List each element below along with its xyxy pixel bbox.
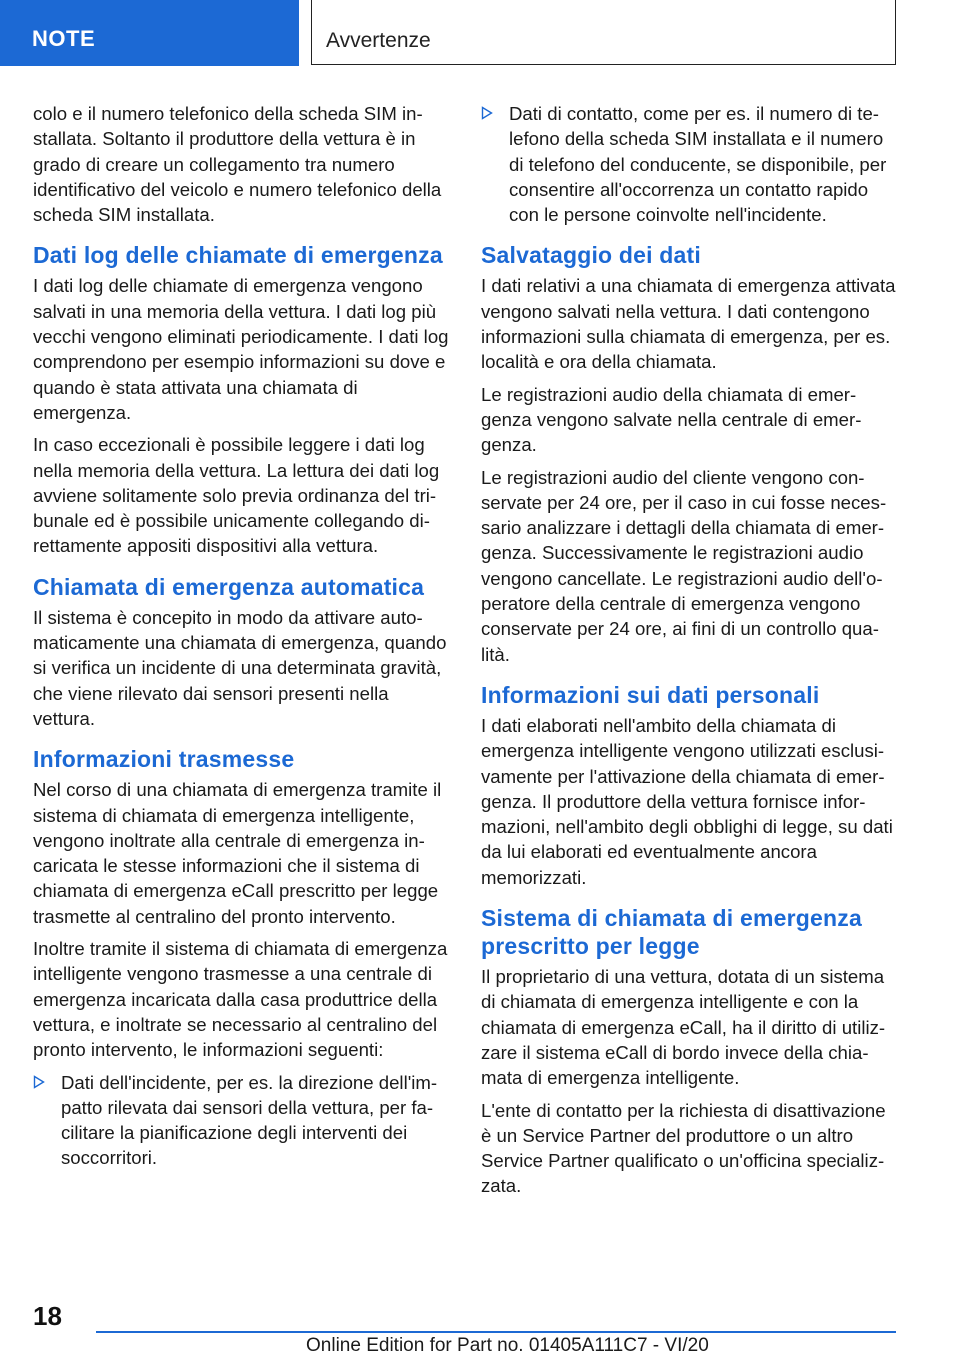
paragraph: I dati relativi a una chiamata di emergenza attivata vengono salvati nella vettura. I dati contengono informazioni sulla chiamata di emergenza, per es. località e ora della chiamata. — [481, 275, 896, 373]
heading-dati-personali: Informazioni sui dati personali — [481, 681, 820, 708]
list-item — [33, 1070, 451, 1171]
bullet-list — [33, 1070, 451, 1171]
heading-chiamata-automatica: Chiamata di emergenza automatica — [33, 573, 425, 600]
edition-text: Online Edition for Part no. 01405A111C7 - VI/20 — [306, 1335, 709, 1356]
list-item-text: Dati di contatto, come per es. il numero di telefono della scheda SIM installata e il numero di telefono del conducente, se disponibile, per consentire all'occorrenza un contatto rapido con le persone coinvolte nell'incidente. — [509, 103, 887, 226]
footer-divider — [96, 1331, 896, 1333]
paragraph: In caso eccezionali è possibile leggere i dati log nella memoria della vettura. La lettura dei dati log avviene solitamente solo previa ordinanza del tribunale ed è possibile unicamente collegando direttamente appositi dispositivi alla vettura. — [33, 434, 440, 557]
paragraph: Le registrazioni audio del cliente vengono conservate per 24 ore, per il caso in cui fosse necessario analizzare i dettagli della chiamata di emergenza. Successivamente le registrazioni audio vengono cancellate. Le registrazioni audio dell'operatore della centrale di emergenza vengono conservate per 24 ore, ai fini di un controllo qualità. — [481, 466, 887, 665]
heading-sistema-legge: Sistema di chiamata di emergenza prescritto per legge — [481, 905, 862, 960]
section-tab: NOTE — [0, 0, 299, 66]
list-item-text: Dati dell'incidente, per es. la direzione dell'impatto rilevata dai sensori della vettura, per facilitare la pianificazione degli interventi dei soccorritori. — [61, 1071, 438, 1169]
bullet-list — [481, 101, 899, 227]
heading-informazioni-trasmesse: Informazioni trasmesse — [33, 746, 295, 773]
paragraph: I dati elaborati nell'ambito della chiamata di emergenza intelligente vengono utilizzati esclusivamente per l'attivazione della chiamata di emergenza. Il produttore della vettura fornisce informazioni, nell'ambito degli obblighi di legge, su dati da lui elaborati ed eventualmente ancora memorizzati. — [481, 714, 893, 888]
left-column — [33, 101, 451, 1177]
paragraph: L'ente di contatto per la richiesta di disattivazione è un Service Partner del produttore o un altro Service Partner qualificato o un'officina specializzata. — [481, 1099, 886, 1197]
page-number: 18 — [33, 1301, 62, 1331]
heading-salvataggio: Salvataggio dei dati — [481, 242, 701, 269]
right-column — [481, 101, 899, 1206]
paragraph: Inoltre tramite il sistema di chiamata di emergenza intelligente vengono trasmesse a una centrale di emergenza incaricata dalla casa produttrice della vettura, e inoltrate se necessario al centralino del pronto intervento, le informazioni seguenti: — [33, 938, 448, 1061]
list-item — [481, 101, 899, 227]
paragraph: Le registrazioni audio della chiamata di emergenza vengono salvate nella centrale di emergenza. — [481, 383, 862, 456]
paragraph: Il sistema è concepito in modo da attivare automaticamente una chiamata di emergenza, quando si verifica un incidente di una determinata gravità, che viene rilevato dai sensori presenti nella vettura. — [33, 606, 447, 729]
triangle-right-outline-icon — [481, 106, 493, 120]
intro-paragraph: colo e il numero telefonico della scheda SIM installata. Soltanto il produttore della vettura è in grado di creare un collegamento tra numero identificativo del veicolo e numero telefonico della scheda SIM installata. — [33, 103, 442, 226]
paragraph: Nel corso di una chiamata di emergenza tramite il sistema di chiamata di emergenza intelligente, vengono inoltrate alla centrale di emergenza incaricata le stesse informazioni che il sistema di chiamata di emergenza eCall prescritto per legge trasmette al centralino del pronto intervento. — [33, 779, 442, 927]
triangle-right-outline-icon — [33, 1075, 45, 1089]
paragraph: Il proprietario di una vettura, dotata di un sistema di chiamata di emergenza intelligente e con la chiamata di emergenza eCall, ha il diritto di utilizzare il sistema eCall di bordo invece della chiamata di emergenza intelligente. — [481, 966, 886, 1089]
chapter-title: Avvertenze — [311, 0, 896, 65]
heading-dati-log: Dati log delle chiamate di emergenza — [33, 242, 443, 269]
paragraph: I dati log delle chiamate di emergenza vengono salvati in una memoria della vettura. I dati log più vecchi vengono eliminati periodicamente. I dati log comprendono per esempio informazioni su dove e quando è stata attivata una chiamata di emergenza. — [33, 275, 449, 423]
